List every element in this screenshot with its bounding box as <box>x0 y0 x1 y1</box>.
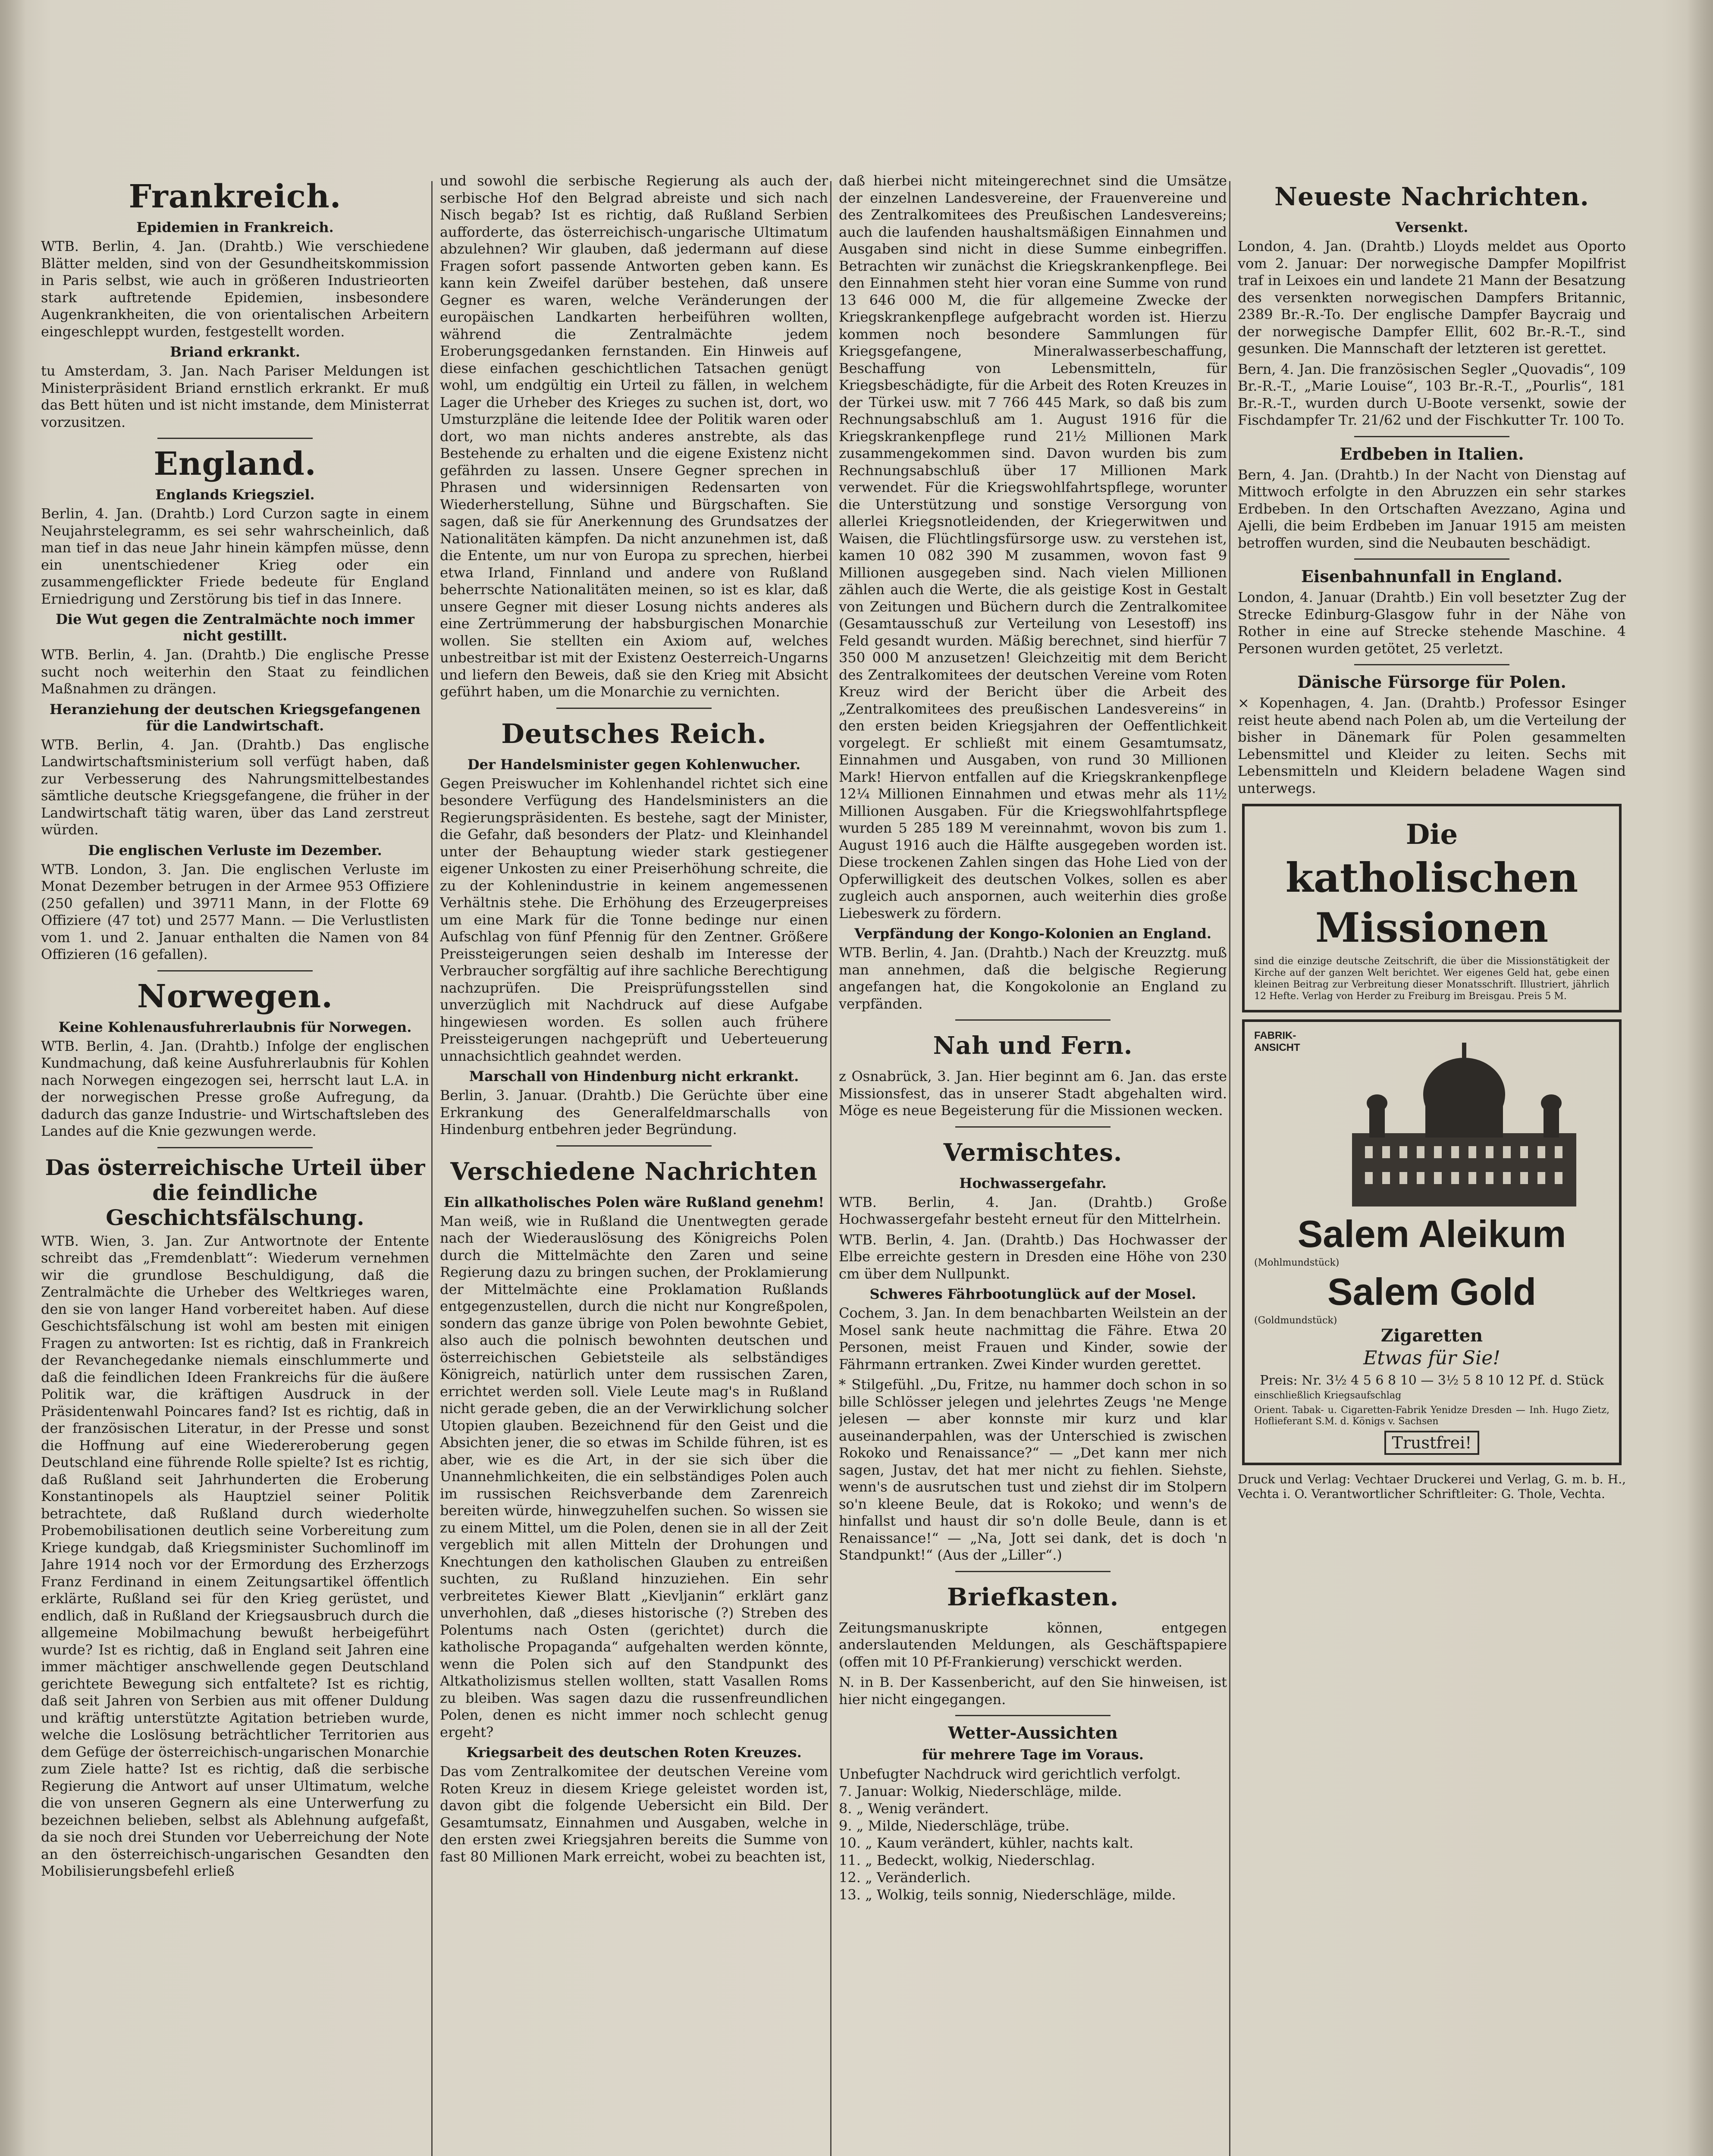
section-heading-norwegen: Norwegen. <box>137 978 333 1015</box>
article-text: WTB. Berlin, 4. Jan. (Drahtb.) Infolge der englischen Kundmachung, daß keine Ausfuhrerlaubnis für Kohlen nach Norwegen eingezogen sei, herrscht laut L.A. in der norwegischen Presse große Aufregung, da dadurch das ganze Industrie- und Wirtschaftsleben des Landes auf die Knie gezwungen werde. <box>41 1037 429 1139</box>
weather-row: 7. Januar: Wolkig, Niederschläge, milde. <box>839 1783 1122 1799</box>
article-text: Man weiß, wie in Rußland die Unentwegten gerade nach der Wiederauslösung des Königreichs Polen durch die Mittelmächte den Zaren und seine Regierung dazu zu bringen suchen, der Proklamierung der Mittelmächte eine Proklamation Rußlands entgegenzustellen, durch die nicht nur Kongreßpolen, sondern das ganze übrige von Polen bewohnte Gebiet, also auch die polnisch bewohnten deutschen und österreichischen Gebietsteile als selbständiges Königreich, natürlich unter dem russischen Zaren, errichtet werden soll. Viele Leute mag's in Rußland nicht gerade geben, die an der Verwirklichung solcher Utopien glauben. Bezeichnend für den Geist und die Absichten jener, die so etwas im Schilde führen, ist es aber, wie es die Art, in der sie sich über die Unannehmlichkeiten, die ein selbständiges Polen auch im russischen Reichsverbande dem Zarenreich bereiten würde, hinwegzuhelfen suchen. So wissen sie zu einem Mittel, um die Polen, denen sie in all der Zeit vergeblich mit allen Mitteln der Drohungen und Knechtungen den katholischen Glauben zu entreißen suchten, zu Rußland hinzuziehen. Ein sehr verbreitetes Kiewer Blatt „Kievljanin“ erklärt ganz unverhohlen, daß „dieses historische (?) Streben des Polentums nach Osten (gerichtet) durch die katholische Propaganda“ aufgehalten werden könnte, wenn die Polen sich auf den Standpunkt des Altkatholizismus stellen wollten, statt Vasallen Roms zu bleiben. Was sagen dazu die russenfreundlichen Polen, denen es nicht immer noch schlecht genug ergeht? <box>440 1213 828 1740</box>
article-text: tu Amsterdam, 3. Jan. Nach Pariser Meldungen ist Ministerpräsident Briand ernstlich erkrankt. Er muß das Bett hüten und ist nicht imstande, dem Ministerrat vorzusitzen. <box>41 363 429 430</box>
article-heading: Eisenbahnunfall in England. <box>1301 567 1563 586</box>
brand-subtitle: (Goldmundstück) <box>1254 1315 1337 1326</box>
article-text: London, 4. Jan. (Drahtb.) Lloyds meldet aus Oporto vom 2. Januar: Der norwegische Dampfer Mopilfrist traf in Leixoes ein und landete 21 Mann der Besatzung des versenkten norwegischen Dampfers Britannic, 2389 Br.-R.-To. Der englische Dampfer Baycraig und der norwegische Dampfer Ellit, 602 Br.-R.-T., sind gesunken. Die Mannschaft der letzteren ist gerettet. <box>1238 238 1626 357</box>
article-text: z Osnabrück, 3. Jan. Hier beginnt am 6. Jan. das erste Missionsfest, das in unserer Stadt abgehalten wird. Möge es neue Begeisterung für die Missionen wecken. <box>839 1068 1227 1119</box>
subheading: Heranziehung der deutschen Kriegsgefangenen für die Landwirtschaft. <box>49 701 421 734</box>
article-text: WTB. Berlin, 4. Jan. (Drahtb.) Große Hochwassergefahr besteht erneut für den Mittelrhein. <box>839 1194 1227 1227</box>
separator <box>955 1126 1111 1128</box>
subheading: Hochwassergefahr. <box>959 1175 1107 1191</box>
section-heading-verschiedene-nachrichten: Verschiedene Nachrichten <box>450 1157 818 1186</box>
weather-row: 13. „ Wolkig, teils sonnig, Niederschläge, milde. <box>839 1887 1176 1903</box>
ad-title-line: katholischen <box>1285 854 1578 902</box>
ad-title-line: Missionen <box>1315 904 1549 952</box>
separator <box>157 438 313 439</box>
weather-heading: Wetter-Aussichten <box>948 1723 1118 1742</box>
article-text: N. in B. Der Kassenbericht, auf den Sie hinweisen, ist hier nicht eingegangen. <box>839 1674 1227 1708</box>
weather-row: 8. „ Wenig verändert. <box>839 1800 989 1817</box>
column-rule <box>830 181 831 2156</box>
ad-firm: Orient. Tabak- u. Cigaretten-Fabrik Yenidze Dresden — Inh. Hugo Zietz, Hoflieferant S.M. d. Königs v. Sachsen <box>1254 1405 1609 1427</box>
subheading: Die englischen Verluste im Dezember. <box>88 842 382 859</box>
ad-slogan: Etwas für Sie! <box>1363 1347 1500 1369</box>
article-text: daß hierbei nicht miteingerechnet sind die Umsätze der einzelnen Landesvereine, der Frauenvereine und des Zentralkomitees des Preußischen Landesvereins; auch die laufenden haushaltsmäßigen Einnahmen und Ausgaben sind nicht in diese Summe einbegriffen. Betrachten wir zunächst die Kriegskrankenpflege. Bei den Einnahmen steht hier voran eine Summe von rund 13 646 000 M, die für allgemeine Zwecke der Kriegskrankenpflege aufgebracht worden ist. Hierzu kommen noch besondere Sammlungen für Kriegsgefangene, Mineralwasserbeschaffung, Beschaffung von Lebensmitteln, für Kriegsbeschädigte, für die Arbeit des Roten Kreuzes in der Türkei usw. mit 7 766 445 Mark, so daß bis zum Rechnungsabschluß am 1. August 1916 für die Kriegskrankenpflege rund 21½ Millionen Mark zusammengekommen sind. Davon wurden bis zum Rechnungsabschluß über 17 Millionen Mark verwendet. Für die Kriegswohlfahrtspflege, worunter die Unterstützung und sonstige Versorgung von allerlei Kriegsnotleidenden, der Kriegerwitwen und Waisen, die Flüchtlingsfürsorge usw. zu verstehen ist, kamen 10 082 390 M zusammen, wovon fast 9 Millionen ausgegeben sind. Nach vielen Millionen zählen auch die Werte, die als geistige Kost in Gestalt von Zeitungen und Büchern durch die Zentralkomitee (Gesamtausschuß zur Verteilung von Lesestoff) ins Feld gesandt wurden. Mäßig berechnet, sind hierfür 7 350 000 M anzusetzen! Gleichzeitig mit dem Bericht des Zentralkomitees der deutschen Vereine vom Roten Kreuz wird der Bericht über die Arbeit des „Zentralkomitees des preußischen Landesvereins“ in den ersten beiden Kriegsjahren der Oeffentlichkeit vorgelegt. Er schließt mit einem Gesamtumsatz, Einnahmen und Ausgaben, von rund 30 Millionen Mark! Hiervon entfallen auf die Kriegskrankenpflege 12¼ Millionen Einnahmen und etwas mehr als 11½ Millionen Ausgaben. Für die Kriegswohlfahrtspflege wurden 5 285 189 M vereinnahmt, wovon bis zum 1. August 1916 auch die Hälfte ausgegeben worden ist. Diese trockenen Zahlen singen das Hohe Lied von der Opferwilligkeit des deutschen Volkes, sollen es aber zugleich auch anspornen, auch weiterhin dies große Liebeswerk zu fördern. <box>839 172 1227 921</box>
section-heading-england: England. <box>154 445 317 483</box>
column-3 <box>839 172 1227 2156</box>
article-text: WTB. London, 3. Jan. Die englischen Verluste im Monat Dezember betrugen in der Armee 953 Offiziere (250 gefallen) und 39711 Mann, in der Flotte 69 Offiziere (47 tot) und 2577 Mann. — Die Verlustlisten vom 1. und 2. Januar enthalten die Namen von 84 Offizieren (16 gefallen). <box>41 861 429 962</box>
separator <box>955 1019 1111 1021</box>
page-edge-right <box>1687 0 1713 2156</box>
article-heading: Erdbeben in Italien. <box>1340 444 1524 464</box>
article-text: WTB. Berlin, 4. Jan. (Drahtb.) Das Hochwasser der Elbe erreichte gestern in Dresden eine Höhe von 230 cm über dem Nullpunkt. <box>839 1231 1227 1282</box>
separator <box>157 970 313 971</box>
separator <box>1354 558 1509 560</box>
article-heading: Das österreichische Urteil über die feindliche Geschichtsfälschung. <box>45 1154 425 1230</box>
separator <box>556 1145 712 1147</box>
article-text: WTB. Berlin, 4. Jan. (Drahtb.) Das englische Landwirtschaftsministerium soll verfügt haben, daß zur Verbesserung des Nahrungsmittelbestandes sämtliche deutsche Kriegsgefangene, die früher in der Landwirtschaft tätig waren, über das Land zerstreut würden. <box>41 736 429 838</box>
subheading: Der Handelsminister gegen Kohlenwucher. <box>467 756 801 773</box>
article-text: Bern, 4. Jan. (Drahtb.) In der Nacht von Dienstag auf Mittwoch erfolgte in den Abruzzen ein sehr starkes Erdbeben. In den Ortschaften Avezzano, Agina und Ajelli, die beim Erdbeben im Januar 1915 am meisten betroffen wurden, sind die Neubauten beschädigt. <box>1238 466 1626 551</box>
separator <box>556 708 712 709</box>
article-text: WTB. Berlin, 4. Jan. (Drahtb.) Wie verschiedene Blätter melden, sind von der Gesundheitskommission in Paris selbst, wie auch in größeren Industrieorten stark auftretende Epidemien, insbesondere Augenkrankheiten, die von orientalischen Arbeitern eingeschleppt wurden, festgestellt worden. <box>41 238 429 340</box>
article-text: Bern, 4. Jan. Die französischen Segler „Quovadis“, 109 Br.-R.-T., „Marie Louise“, 103 Br.-R.-T., „Pourlis“, 181 Br.-R.-T., wurden durch U-Boote versenkt, sowie der Fischdampfer Tr. 21/62 und der Fischkutter Tr. 100 To. <box>1238 360 1626 428</box>
weather-row: 10. „ Kaum verändert, kühler, nachts kalt. <box>839 1835 1134 1851</box>
ad-price: Preis: Nr. 3½ 4 5 6 8 10 — 3½ 5 8 10 12 Pf. d. Stück <box>1260 1373 1604 1388</box>
ad-badge: Trustfrei! <box>1384 1431 1480 1455</box>
section-heading-vermischtes: Vermischtes. <box>943 1138 1123 1167</box>
column-1 <box>41 172 429 2156</box>
section-heading-frankreich: Frankreich. <box>129 178 342 215</box>
subheading: Versenkt. <box>1395 219 1468 235</box>
separator <box>1354 436 1509 437</box>
weather-row: 12. „ Veränderlich. <box>839 1869 971 1886</box>
separator <box>955 1715 1111 1716</box>
brand-name: Salem Aleikum <box>1297 1213 1566 1255</box>
subheading: Englands Kriegsziel. <box>155 486 315 503</box>
article-text: × Kopenhagen, 4. Jan. (Drahtb.) Professor Esinger reist heute abend nach Polen ab, um die Verteilung der bisher in Dänemark für Polen gesammelten Lebensmittel und Kleider zu leiten. Sechs mit Lebensmitteln und Kleidern beladene Wagen sind unterwegs. <box>1238 695 1626 796</box>
article-text: WTB. Berlin, 4. Jan. (Drahtb.) Die englische Presse sucht noch weiterhin den Staat zu feindlichen Maßnahmen zu drängen. <box>41 646 429 697</box>
brand-subtitle: (Mohlmundstück) <box>1254 1257 1340 1268</box>
column-4 <box>1238 172 1626 2156</box>
section-heading-briefkasten: Briefkasten. <box>947 1583 1119 1611</box>
ad-title-line: Die <box>1406 818 1458 851</box>
brand-name: Salem Gold <box>1327 1270 1537 1313</box>
separator <box>955 1571 1111 1572</box>
article-text: und sowohl die serbische Regierung als auch der serbische Hof den Belgrad abreiste und sich nach Nisch begab? Ist es richtig, daß Rußland Serbien aufforderte, das österreichisch-ungarische Ultimatum abzulehnen? Wir glauben, daß jedermann auf diese Fragen sofort passende Antworten geben kann. Es kann kein Zweifel darüber bestehen, daß unsere Gegner es waren, welche Veränderungen der europäischen Landkarten herbeiführen wollten, während die Zentralmächte jedem Eroberungsgedanken fernstanden. Ein Hinweis auf diese einfachen geschichtlichen Tatsachen genügt wohl, um endgültig ein Urteil zu fällen, in welchem Lager die Urheber des Krieges zu suchen ist, dort, wo Umsturzpläne die leitende Idee der Politik waren oder dort, wo man nichts anderes anstrebte, als das Bestehende zu erhalten und die eigene Existenz nicht gefährden zu lassen. Unsere Gegner sprechen in Phrasen und widersinnigen Redensarten von Wiederherstellung, Sühne und Bürgschaften. Sie sagen, daß sie für Anerkennung des Grundsatzes der Nationalitäten kämpfen. Da nicht anzunehmen ist, daß die Entente, um nur von Europa zu sprechen, hierbei etwa Irland, Finnland und andere von Rußland beherrschte Nationalitäten meinen, so ist es klar, daß unsere Gegner mit dieser Losung nichts anderes als eine Zertrümmerung der habsburgischen Monarchie wollen. Sie stellten ein Axiom auf, welches unbestreitbar ist mit der Existenz Oesterreich-Ungarns und liefern den Beweis, daß sie den Krieg mit Absicht geführt haben, um die Monarchie zu vernichten. <box>440 172 828 700</box>
article-text: Cochem, 3. Jan. In dem benachbarten Weilstein an der Mosel sank heute nachmittag die Fähre. Etwa 20 Personen, meist Frauen und Kinder, sowie der Fährmann ertranken. Zwei Kinder wurden gerettet. <box>839 1305 1227 1373</box>
article-text: Gegen Preiswucher im Kohlenhandel richtet sich eine besondere Verfügung des Handelsministers an die Regierungspräsidenten. Es bestehe, sagt der Minister, die Gefahr, daß besonders der Platz- und Kleinhandel unter der Behauptung wieder stark gestiegener eigener Unkosten zu einer Preiserhöhung schreite, die zu der Kohlenindustrie in keinem angemessenen Verhältnis stehe. Die Erhöhung des Erzeugerpreises um eine Mark für die Tonne bedinge nur einen Aufschlag von fünf Pfennig für den Zentner. Größere Preissteigerungen seien deshalb im Interesse der Verbraucher sorgfältig auf ihre sachliche Berechtigung nachzuprüfen. Die Preisprüfungsstellen sind unverzüglich mit Nachdruck auf diese Aufgabe hingewiesen worden. Es sollen auch frühere Preissteigerungen nachgeprüft und Ueberteuerung unnachsichtlich geahndet werden. <box>440 775 828 1064</box>
subheading: Kriegsarbeit des deutschen Roten Kreuzes. <box>466 1744 802 1761</box>
subheading: Marschall von Hindenburg nicht erkrankt. <box>469 1068 799 1084</box>
separator <box>157 1147 313 1148</box>
ad-text: sind die einzige deutsche Zeitschrift, die über die Missionstätigkeit der Kirche auf der ganzen Welt berichtet. Wer eigenes Geld hat, gebe einen kleinen Beitrag zur Verbreitung dieser Monatsschrift. Illustriert, jährlich 12 Hefte. Verlag von Herder zu Freiburg im Breisgau. Preis 5 M. <box>1254 956 1609 1002</box>
subheading: Epidemien in Frankreich. <box>136 219 334 235</box>
section-heading-nah-und-fern: Nah und Fern. <box>933 1031 1133 1060</box>
column-rule <box>431 181 433 2156</box>
article-text: WTB. Wien, 3. Jan. Zur Antwortnote der Entente schreibt das „Fremdenblatt“: Wiederum vernehmen wir die grundlose Beschuldigung, daß die Zentralmächte die Urheber des Weltkrieges waren, den sie von langer Hand vorbereitet haben. Auf diese Geschichtsfälschung ist wohl am besten mit einigen Fragen zu antworten: Ist es richtig, daß in Frankreich der Revanchegedanke niemals einschlummerte und daß die feindlichen Ideen Frankreichs für die äußere Politik war, die kräftigen Ausdruck in der Präsidentenwahl Poincares fand? Ist es richtig, daß in der französischen Literatur, in der Presse und sonst die Hoffnung auf eine Wiedereroberung gegen Deutschland eine führende Rolle spielte? Ist es richtig, daß Rußland seit Jahrhunderten die Eroberung Konstantinopels als Hauptziel seiner Politik betrachtete, daß Rußland durch wiederholte Probemobilisationen deutlich seine Vorbereitung zum Kriege kundgab, daß Kriegsminister Suchomlinoff im Jahre 1914 noch vor der Ermordung des Erzherzogs Franz Ferdinand in einem Zeitungsartikel öffentlich erklärte, Rußland sei für den Krieg gerüstet, und endlich, daß in Rußland der Kriegsausbruch durch die allgemeine Mobilmachung bewußt herbeigeführt wurde? Ist es richtig, daß in England seit Jahren eine immer mächtiger anschwellende gegen Deutschland gerichtete Bewegung sich entfaltete? Ist es richtig, daß seit Jahren von Serbien aus mit offener Duldung und kräftig unterstützte Agitation betrieben wurde, welche die Loslösung beträchtlicher Territorien aus dem Gefüge der österreichisch-ungarischen Monarchie zum Ziele hatte? Ist es richtig, daß die serbische Regierung die Antwort auf unser Ultimatum, welche die von unseren Gegnern als eine Unterwerfung zu bezeichnen belieben, selbst als Ablehnung aufgefaßt, da sie noch drei Stunden vor Ueberreichung der Note an den österreichisch-ungarischen Gesandten den Mobilisierungsbefehl erließ <box>41 1232 429 1879</box>
article-text: Das vom Zentralkomitee der deutschen Vereine vom Roten Kreuz in diesem Kriege geleistet worden ist, davon gibt die folgende Uebersicht ein Bild. Der Gesamtumsatz, Einnahmen und Ausgaben, welche in den ersten zwei Kriegsjahren bereits die Summe von fast 80 Millionen Mark erreicht, wobei zu beachten ist, <box>440 1763 828 1865</box>
page-edge-left <box>0 0 26 2156</box>
weather-note: Unbefugter Nachdruck wird gerichtlich verfolgt. <box>839 1766 1181 1782</box>
weather-row: 11. „ Bedeckt, wolkig, Niederschlag. <box>839 1852 1095 1868</box>
subheading: Keine Kohlenausfuhrerlaubnis für Norwegen. <box>58 1018 412 1035</box>
article-heading: Dänische Fürsorge für Polen. <box>1297 672 1566 692</box>
article-text: Berlin, 4. Jan. (Drahtb.) Lord Curzon sagte in einem Neujahrstelegramm, es sei sehr wahrscheinlich, daß man tief in das neue Jahr hinein kämpfen müsse, denn ein unentschiedener Krieg oder ein zusammengeflickter Friede bedeute für England Erniedrigung und Zerstörung bis tief in das Innere. <box>41 505 429 607</box>
separator <box>1354 664 1509 665</box>
article-text: WTB. Berlin, 4. Jan. (Drahtb.) Nach der Kreuzztg. muß man annehmen, daß die belgische Regierung angefangen hat, die Kongokolonie an England zu verpfänden. <box>839 944 1227 1012</box>
article-text: Zeitungsmanuskripte können, entgegen anderslautenden Meldungen, als Geschäftspapiere (offen mit 10 Pf-Frankierung) verschickt werden. <box>839 1619 1227 1670</box>
weather-subheading: für mehrere Tage im Voraus. <box>922 1746 1144 1763</box>
section-heading-neueste-nachrichten: Neueste Nachrichten. <box>1274 182 1589 211</box>
article-text: Berlin, 3. Januar. (Drahtb.) Die Gerüchte über eine Erkrankung des Generalfeldmarschalls von Hindenburg entbehren jeder Begründung. <box>440 1087 828 1138</box>
subheading: Schweres Fährbootunglück auf der Mosel. <box>869 1286 1196 1302</box>
subheading: Verpfändung der Kongo-Kolonien an England. <box>854 925 1212 942</box>
article-text: London, 4. Januar (Drahtb.) Ein voll besetzter Zug der Strecke Edinburg-Glasgow fuhr in der Nähe von Rother in eine auf Strecke stehende Maschine. 4 Personen wurden getötet, 25 verletzt. <box>1238 589 1626 657</box>
subheading: Die Wut gegen die Zentralmächte noch immer nicht gestillt. <box>56 611 414 644</box>
ad-note: einschließlich Kriegsaufschlag <box>1254 1390 1402 1401</box>
advertisement-missionen <box>1242 804 1622 1012</box>
ad-label: FABRIK-ANSICHT <box>1254 1030 1300 1053</box>
factory-illustration <box>1343 1030 1585 1211</box>
weather-row: 9. „ Milde, Niederschläge, trübe. <box>839 1818 1070 1834</box>
subheading: Ein allkatholisches Polen wäre Rußland genehm! <box>443 1194 825 1210</box>
advertisement-salem <box>1242 1019 1622 1465</box>
article-text: * Stilgefühl. „Du, Fritze, nu hammer doch schon in so bille Schlösser jelegen und jelehrtes Zeugs 'ne Menge jelesen — aber konnste mir kurz und klar auseinanderpahlen, was der Unterschied is zwischen Rokoko und Renaissance?“ — „Det kann mer nich sagen, Justav, det hat mer nicht zu fiehlen. Siehste, wenn's de ausrutschen tust und ziehst dir im Stolpern so'n kleene Beule, dat is Rokoko; und wenn's de hinfallst und haust dir so'n dolle Beule, dann is et Renaissance!“ — „Na, Jott sei dank, det is doch 'n Standpunkt!“ (Aus der „Liller“.) <box>839 1376 1227 1563</box>
column-2 <box>440 172 828 2156</box>
section-heading-deutsches-reich: Deutsches Reich. <box>501 718 767 749</box>
subheading: Briand erkrankt. <box>170 344 300 360</box>
column-rule <box>1229 181 1230 2156</box>
imprint: Druck und Verlag: Vechtaer Druckerei und Verlag, G. m. b. H., Vechta i. O. Verantwortlicher Schriftleiter: G. Thole, Vechta. <box>1238 1472 1626 1501</box>
ad-product: Zigaretten <box>1380 1326 1483 1346</box>
